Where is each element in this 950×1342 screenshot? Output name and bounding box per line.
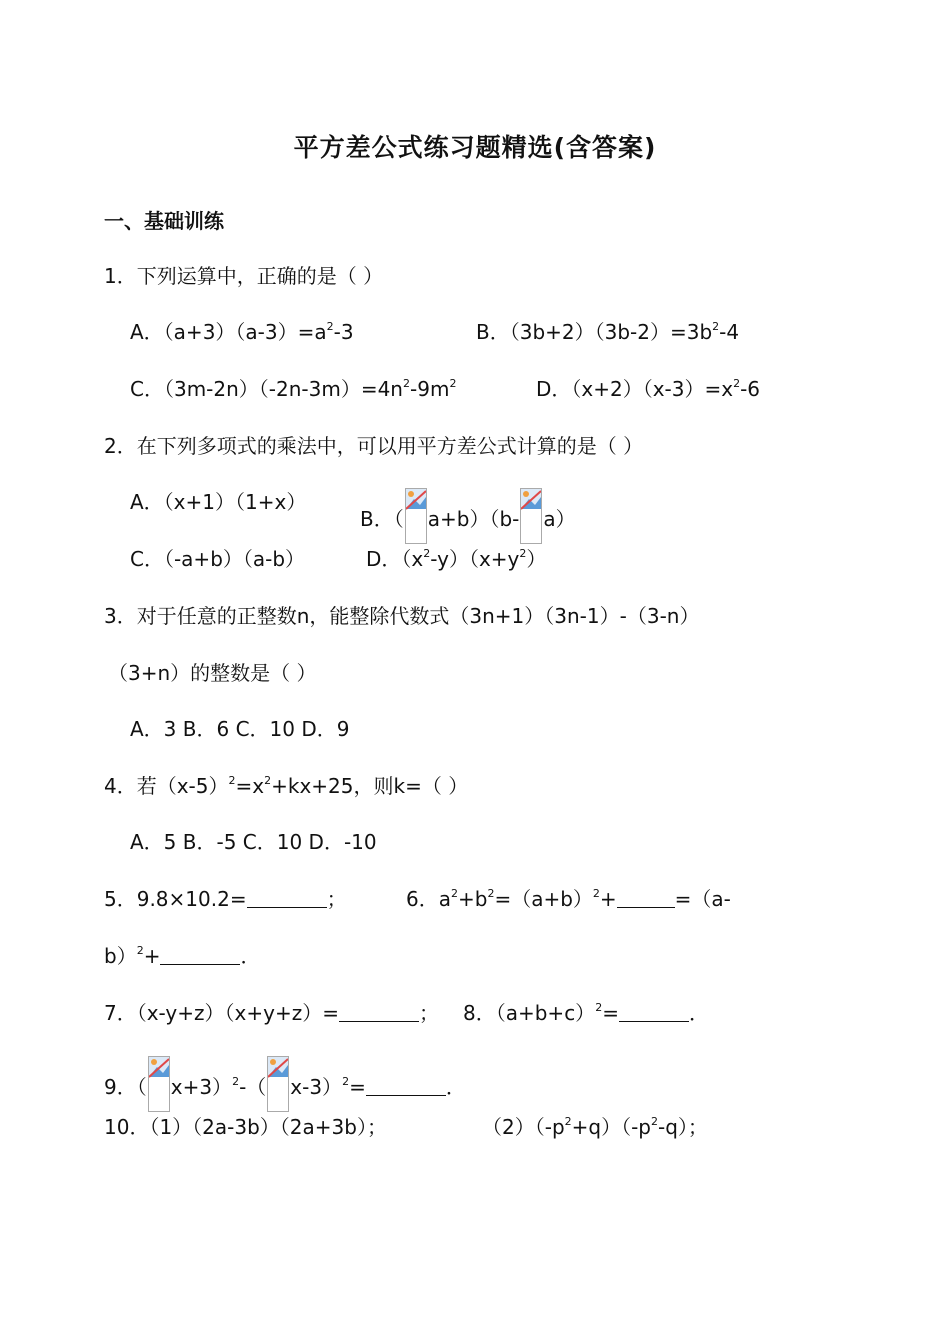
answer-blank bbox=[619, 1001, 689, 1022]
question-2-option-d: D．$(x^2-y)(x+y^2)$ bbox=[366, 547, 547, 571]
question-2-option-b: B．（ a+b）（b- a） bbox=[360, 488, 576, 544]
question-10-part-1: 10．（1）（2a-3b）（2a+3b）； bbox=[104, 1115, 387, 1139]
answer-blank bbox=[339, 1001, 419, 1022]
broken-image-icon bbox=[405, 488, 427, 544]
question-5: 5．9.8×10.2= ； bbox=[104, 887, 347, 911]
question-1-option-c: C．$(3m-2n)(-2n-3m)=4n^2-9m^2$ bbox=[130, 377, 457, 401]
question-1-option-a: A．$(a+3)(a-3)=a^2-3$ bbox=[130, 320, 354, 344]
question-9: 9．（ x+3）$^2$-（ x-3）$^2$= ． bbox=[104, 1056, 466, 1112]
question-6-continued: b）$^2$+ ． bbox=[104, 944, 261, 968]
question-1-option-b: B．$(3b+2)(3b-2)=3b^2-4$ bbox=[476, 320, 740, 344]
answer-blank bbox=[617, 887, 675, 908]
question-8: 8．$(a+b+c)^2=$ ． bbox=[463, 1001, 709, 1025]
question-2-option-a: A．（x+1）（1+x） bbox=[130, 490, 307, 514]
section-heading: 一、基础训练 bbox=[104, 209, 224, 233]
broken-image-icon bbox=[148, 1056, 170, 1112]
question-3-stem-continued: （3+n）的整数是（ ） bbox=[108, 661, 317, 685]
broken-image-icon bbox=[267, 1056, 289, 1112]
answer-blank bbox=[247, 887, 327, 908]
question-10-part-2: $(2)(-p^2+q)(-p^2-q)$； bbox=[482, 1115, 708, 1139]
question-7: 7．（x-y+z）（x+y+z）= ； bbox=[104, 1001, 439, 1025]
answer-blank bbox=[160, 944, 240, 965]
question-2-stem: 2．在下列多项式的乘法中，可以用平方差公式计算的是（ ） bbox=[104, 434, 644, 458]
question-4-options: A．5 B．-5 C．10 D．-10 bbox=[130, 830, 377, 854]
question-1-stem: 1．下列运算中，正确的是（ ） bbox=[104, 264, 384, 288]
question-3-stem: 3．对于任意的正整数n，能整除代数式（3n+1）（3n-1）-（3-n） bbox=[104, 604, 700, 628]
answer-blank bbox=[366, 1075, 446, 1096]
question-1-option-d: D．$(x+2)(x-3)=x^2-6$ bbox=[536, 377, 761, 401]
question-2-option-c: C．（-a+b）（a-b） bbox=[130, 547, 306, 571]
broken-image-icon bbox=[520, 488, 542, 544]
question-4-stem: 4．若$(x-5)^2=x^2+kx+25$，则k=（ ） bbox=[104, 774, 469, 798]
question-3-options: A．3 B．6 C．10 D．9 bbox=[130, 717, 350, 741]
page-title: 平方差公式练习题精选(含答案) bbox=[293, 133, 657, 162]
question-6: 6．$a^2+b^2=(a+b)^2+ =(a-$ bbox=[406, 887, 731, 911]
